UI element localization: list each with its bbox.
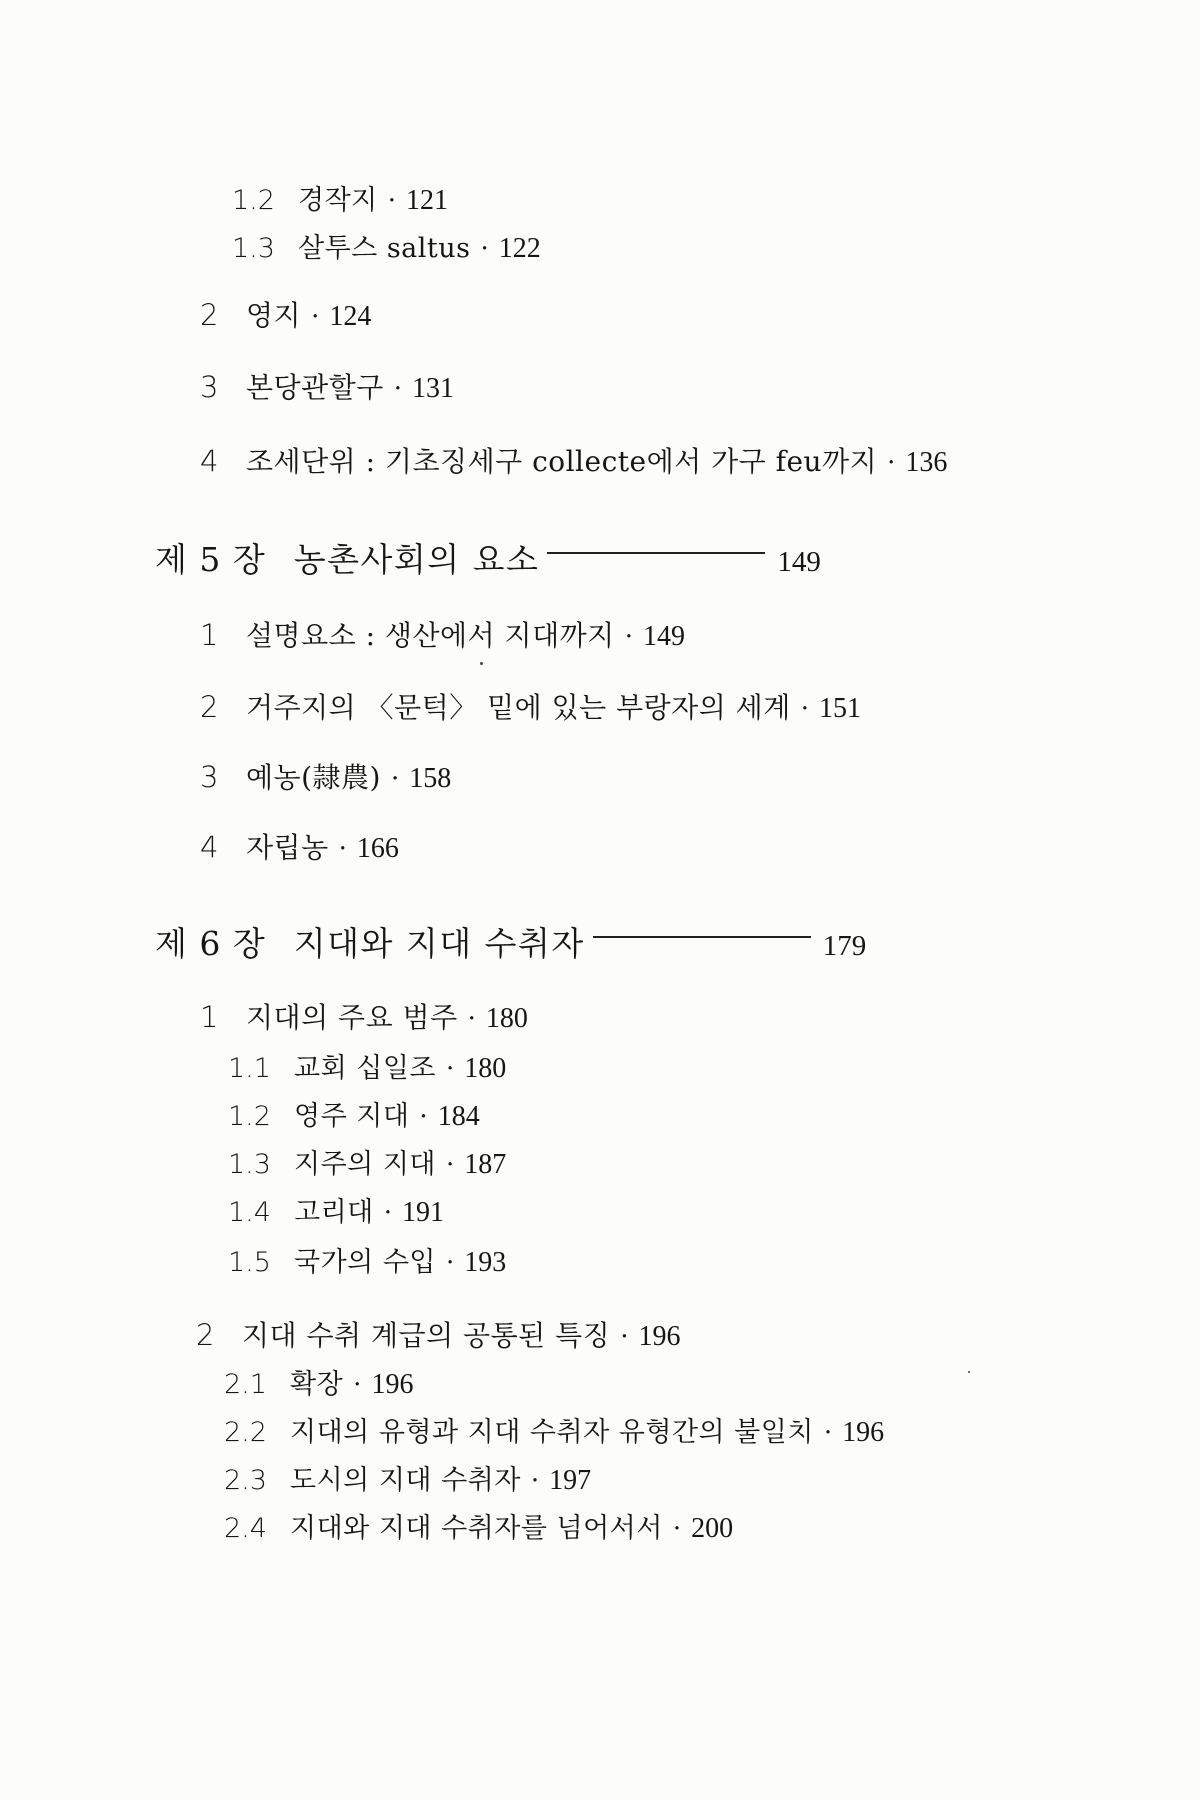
separator-dot: · bbox=[823, 1418, 833, 1448]
toc-entry bbox=[200, 614, 685, 654]
entry-page: 180 bbox=[485, 1003, 528, 1034]
chapter-page: 149 bbox=[777, 546, 821, 578]
separator-dot: · bbox=[446, 1248, 455, 1278]
entry-number: 3 bbox=[200, 370, 219, 404]
entry-title: 거주지의 〈문턱〉 밑에 있는 부랑자의 세계 bbox=[246, 691, 791, 724]
entry-number: 1 bbox=[200, 618, 219, 652]
entry-page: 149 bbox=[642, 621, 685, 652]
entry-page: 131 bbox=[412, 373, 455, 404]
entry-title: 경작지 bbox=[298, 185, 378, 216]
entry-number: 2.4 bbox=[224, 1513, 267, 1544]
entry-number: 1.1 bbox=[228, 1053, 271, 1084]
toc-entry bbox=[228, 1094, 480, 1133]
toc-entry bbox=[200, 756, 451, 796]
separator-dot: · bbox=[419, 1102, 428, 1132]
leader-line bbox=[547, 552, 765, 554]
entry-page: 122 bbox=[498, 233, 541, 264]
chapter-page: 179 bbox=[822, 930, 867, 962]
toc-entry bbox=[196, 1314, 680, 1354]
separator-dot: · bbox=[480, 234, 489, 264]
entry-title: 설명요소 : 생산에서 지대까지 bbox=[246, 619, 615, 652]
separator-dot: · bbox=[390, 764, 400, 794]
entry-number: 1.2 bbox=[232, 185, 275, 216]
entry-number: 2.1 bbox=[224, 1369, 267, 1400]
separator-dot: · bbox=[383, 1198, 393, 1228]
toc-entry bbox=[200, 366, 454, 406]
toc-entry bbox=[228, 1046, 506, 1085]
entry-title: 도시의 지대 수취자 bbox=[290, 1465, 521, 1496]
entry-number: 3 bbox=[200, 760, 219, 794]
entry-page: 200 bbox=[691, 1513, 734, 1544]
entry-page: 196 bbox=[842, 1417, 885, 1448]
entry-page: 180 bbox=[464, 1053, 507, 1084]
entry-title: 살투스 saltus bbox=[298, 233, 471, 264]
toc-entry bbox=[200, 826, 399, 866]
separator-dot: · bbox=[338, 834, 347, 864]
entry-title: 교회 십일조 bbox=[294, 1053, 436, 1084]
chapter-title: 지대와 지대 수취자 bbox=[293, 924, 585, 963]
entry-page: 196 bbox=[638, 1321, 681, 1352]
entry-title: 지대의 주요 범주 bbox=[246, 1001, 458, 1034]
entry-page: 191 bbox=[402, 1197, 445, 1228]
toc-entry bbox=[224, 1458, 591, 1497]
entry-page: 151 bbox=[819, 693, 862, 724]
entry-title: 지주의 지대 bbox=[294, 1149, 436, 1180]
entry-page: 184 bbox=[437, 1101, 480, 1132]
entry-page: 193 bbox=[464, 1247, 507, 1278]
entry-title: 확장 bbox=[290, 1369, 344, 1400]
entry-number: 1.3 bbox=[228, 1149, 271, 1180]
entry-title: 지대 수취 계급의 공통된 특징 bbox=[242, 1319, 611, 1352]
toc-entry bbox=[224, 1506, 733, 1545]
entry-title: 국가의 수입 bbox=[294, 1247, 436, 1278]
separator-dot: · bbox=[467, 1004, 476, 1034]
chapter-heading bbox=[155, 534, 821, 581]
entry-page: 158 bbox=[409, 763, 452, 794]
entry-number: 1.3 bbox=[232, 233, 275, 264]
print-speck bbox=[968, 1371, 970, 1373]
entry-page: 187 bbox=[464, 1149, 507, 1180]
toc-entry bbox=[200, 996, 528, 1036]
entry-title: 영지 bbox=[246, 299, 302, 332]
entry-page: 196 bbox=[371, 1369, 414, 1400]
leader-line bbox=[593, 936, 811, 938]
toc-entry bbox=[232, 226, 541, 265]
separator-dot: · bbox=[446, 1054, 455, 1084]
entry-number: 1.4 bbox=[228, 1197, 271, 1228]
entry-page: 136 bbox=[905, 447, 948, 478]
chapter-title: 농촌사회의 요소 bbox=[293, 540, 540, 579]
separator-dot: · bbox=[624, 622, 633, 652]
print-speck bbox=[480, 662, 483, 665]
separator-dot: · bbox=[800, 694, 810, 724]
entry-number: 2 bbox=[196, 1318, 215, 1352]
separator-dot: · bbox=[387, 186, 397, 216]
entry-title: 예농(隷農) bbox=[246, 761, 381, 794]
toc-entry bbox=[200, 294, 371, 334]
separator-dot: · bbox=[353, 1370, 362, 1400]
toc-entry bbox=[232, 178, 448, 217]
entry-title: 지대와 지대 수취자를 넘어서서 bbox=[290, 1513, 663, 1544]
toc-entry bbox=[200, 686, 861, 726]
entry-title: 본당관할구 bbox=[246, 371, 384, 404]
separator-dot: · bbox=[672, 1514, 682, 1544]
toc-entry bbox=[224, 1410, 884, 1449]
entry-title: 조세단위 : 기초징세구 collecte에서 가구 feu까지 bbox=[246, 445, 878, 478]
entry-number: 1.2 bbox=[228, 1101, 271, 1132]
entry-number: 2 bbox=[200, 298, 219, 332]
separator-dot: · bbox=[887, 448, 896, 478]
toc-entry bbox=[228, 1142, 506, 1181]
entry-title: 영주 지대 bbox=[294, 1101, 410, 1132]
toc-entry bbox=[200, 440, 947, 480]
chapter-heading bbox=[155, 918, 866, 965]
separator-dot: · bbox=[530, 1466, 540, 1496]
separator-dot: · bbox=[446, 1150, 455, 1180]
entry-number: 1 bbox=[200, 1000, 219, 1034]
entry-number: 4 bbox=[200, 830, 219, 864]
chapter-label: 제 5 장 bbox=[155, 540, 266, 579]
entry-page: 166 bbox=[356, 833, 399, 864]
entry-number: 2.3 bbox=[224, 1465, 267, 1496]
entry-title: 고리대 bbox=[294, 1197, 374, 1228]
entry-page: 197 bbox=[549, 1465, 592, 1496]
entry-number: 2.2 bbox=[224, 1417, 267, 1448]
separator-dot: · bbox=[311, 302, 320, 332]
entry-title: 지대의 유형과 지대 수취자 유형간의 불일치 bbox=[290, 1417, 814, 1448]
entry-page: 121 bbox=[406, 185, 449, 216]
toc-entry bbox=[228, 1190, 444, 1229]
entry-number: 4 bbox=[200, 444, 219, 478]
entry-number: 1.5 bbox=[228, 1247, 271, 1278]
entry-page: 124 bbox=[329, 301, 372, 332]
separator-dot: · bbox=[620, 1322, 629, 1352]
toc-entry bbox=[224, 1362, 413, 1401]
entry-title: 자립농 bbox=[246, 831, 329, 864]
toc-entry bbox=[228, 1240, 506, 1279]
entry-number: 2 bbox=[200, 690, 219, 724]
separator-dot: · bbox=[393, 374, 403, 404]
chapter-label: 제 6 장 bbox=[155, 924, 266, 963]
